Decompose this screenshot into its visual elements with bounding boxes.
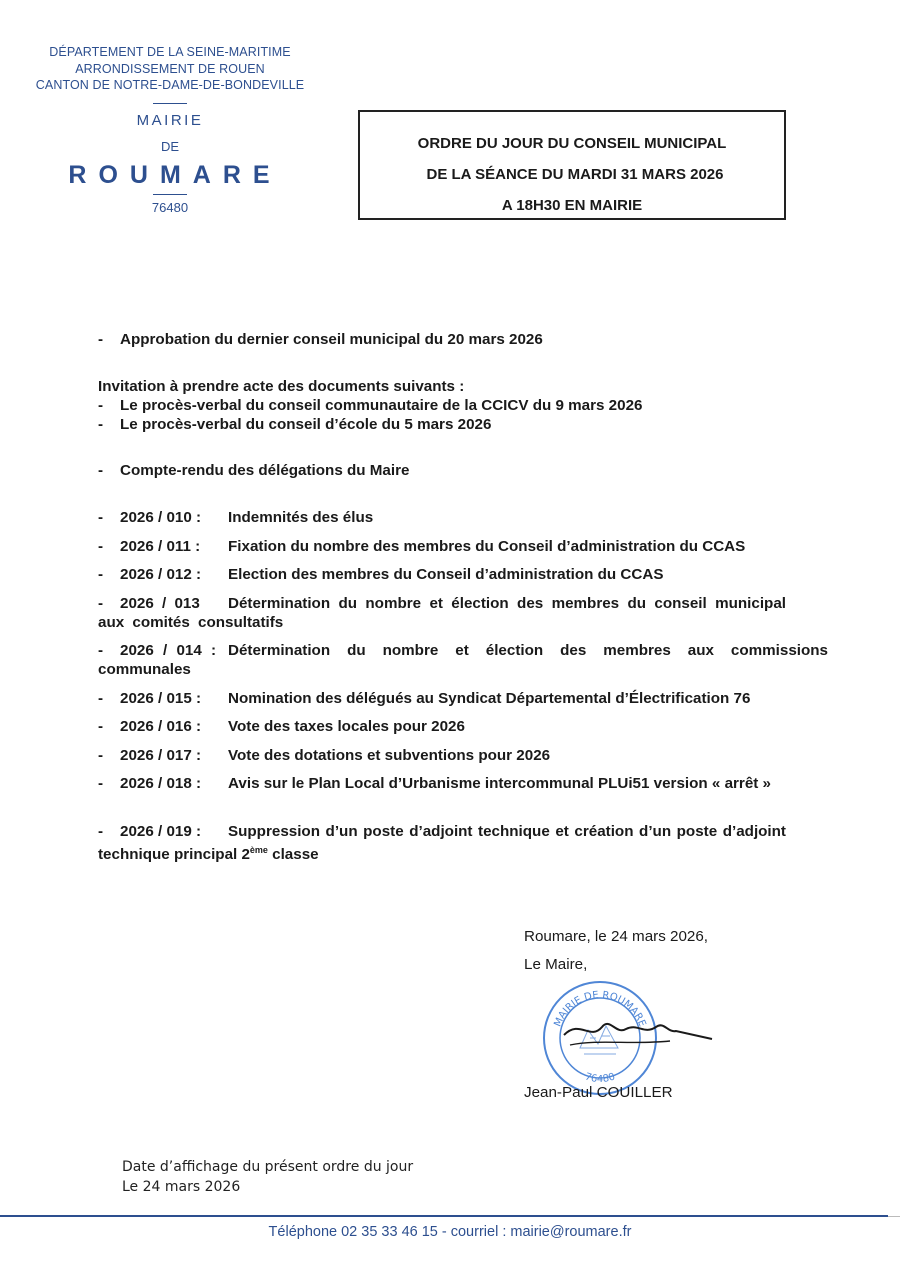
item-number: 2026 / 014 :: [120, 642, 217, 659]
document-text: Le procès-verbal du conseil communautaire de la CCICV du 9 mars 2026: [120, 397, 643, 414]
item-number: 2026 / 013: [120, 595, 200, 612]
delegations-text: Compte-rendu des délégations du Maire: [120, 462, 410, 479]
delegations-item: [98, 461, 409, 480]
item-text: Vote des dotations et subventions pour 2026: [228, 747, 551, 764]
signature-place-date: Roumare, le 24 mars 2026,: [524, 928, 709, 945]
bullet-dash: -: [98, 462, 104, 479]
bullet-dash: -: [98, 397, 104, 414]
bullet-dash: -: [98, 775, 104, 792]
posting-label: Date d’affichage du présent ordre du jour: [122, 1159, 414, 1175]
divider: [153, 103, 187, 104]
town-name: ROUMARE: [68, 160, 282, 189]
item-text: Indemnités des élus: [228, 509, 374, 526]
agenda-item-013: [98, 594, 786, 632]
agenda-item-010: [98, 508, 786, 527]
item-text: Avis sur le Plan Local d’Urbanisme intercommunal PLUi51 version « arrêt »: [228, 775, 772, 792]
item-text: Suppression d’un poste d’adjoint technique et création d’un poste d’adjoint technique principal 2: [98, 823, 786, 864]
item-text: Vote des taxes locales pour 2026: [228, 718, 465, 735]
item-text-end: classe: [267, 846, 319, 864]
document-text: Le procès-verbal du conseil d’école du 5 mars 2026: [120, 416, 492, 433]
agenda-item-016: [98, 717, 786, 736]
bullet-dash: -: [98, 331, 104, 348]
item-text: Election des membres du Conseil d’administration du CCAS: [228, 566, 664, 583]
stamp-zip: 76480: [583, 1071, 617, 1085]
agenda-item-019: [98, 822, 786, 864]
ordinal-superscript: ème: [249, 845, 268, 855]
bullet-dash: -: [98, 823, 104, 840]
bullet-dash: -: [98, 718, 104, 735]
invitation-block: [98, 377, 642, 434]
document-item: [98, 396, 642, 415]
agenda-item-011: [98, 537, 786, 556]
footer-contact: Téléphone 02 35 33 46 15 - courriel : mairie@roumare.fr: [268, 1224, 632, 1240]
divider: [153, 194, 187, 195]
approval-text: Approbation du dernier conseil municipal du 20 mars 2026: [120, 331, 543, 348]
item-number: 2026 / 015 :: [120, 690, 202, 707]
agenda-title-box: [358, 110, 786, 220]
bullet-dash: -: [98, 416, 104, 433]
agenda-item-014: [98, 641, 828, 679]
agenda-item-017: [98, 746, 786, 765]
mayor-name: Jean-Paul COUILLER: [524, 1084, 673, 1101]
agenda-item-012: [98, 565, 786, 584]
item-number: 2026 / 010 :: [120, 509, 202, 526]
item-number: 2026 / 018 :: [120, 775, 202, 792]
department-line: DÉPARTEMENT DE LA SEINE-MARITIME: [49, 45, 291, 59]
item-number: 2026 / 012 :: [120, 566, 202, 583]
item-text: Détermination du nombre et élection des membres aux commissions communales: [98, 642, 828, 678]
item-number: 2026 / 011 :: [120, 538, 201, 555]
bullet-dash: -: [98, 747, 104, 764]
posting-date-block: [122, 1157, 413, 1197]
bullet-dash: -: [98, 690, 104, 707]
item-number: 2026 / 016 :: [120, 718, 202, 735]
title-line-1: ORDRE DU JOUR DU CONSEIL MUNICIPAL: [417, 135, 727, 152]
invitation-intro: Invitation à prendre acte des documents suivants :: [98, 378, 465, 395]
item-number: 2026 / 017 :: [120, 747, 202, 764]
bullet-dash: -: [98, 642, 104, 659]
bullet-dash: -: [98, 595, 104, 612]
bullet-dash: -: [98, 566, 104, 583]
bullet-dash: -: [98, 509, 104, 526]
postal-code: 76480: [151, 199, 189, 215]
arrondissement-line: ARRONDISSEMENT DE ROUEN: [75, 61, 265, 76]
item-text: Nomination des délégués au Syndicat Départemental d’Électrification 76: [228, 690, 751, 707]
footer-divider: [0, 1215, 888, 1217]
item-text: Fixation du nombre des membres du Conseil d’administration du CCAS: [228, 538, 746, 555]
posting-date: Le 24 mars 2026: [122, 1179, 241, 1195]
approval-item: [98, 330, 543, 349]
canton-line: CANTON DE NOTRE-DAME-DE-BONDEVILLE: [35, 78, 305, 92]
de-label: DE: [160, 138, 180, 154]
item-text: Détermination du nombre et élection des membres du conseil municipal aux comités consultatifs: [98, 595, 786, 631]
footer-divider-tail: [888, 1216, 900, 1217]
municipality-header: [30, 44, 310, 215]
title-line-3: A 18H30 EN MAIRIE: [501, 197, 643, 214]
bullet-dash: -: [98, 538, 104, 555]
stamp-text: MAIRIE DE ROUMARE: [552, 989, 648, 1029]
agenda-item-018: [98, 774, 786, 793]
signature-role: Le Maire,: [524, 956, 588, 973]
mayor-signature: [560, 1005, 720, 1055]
mairie-label: MAIRIE: [136, 111, 204, 129]
title-line-2: DE LA SÉANCE DU MARDI 31 MARS 2026: [426, 166, 724, 183]
agenda-item-015: [98, 689, 786, 708]
document-item: [98, 415, 642, 434]
item-number: 2026 / 019 :: [120, 823, 202, 840]
